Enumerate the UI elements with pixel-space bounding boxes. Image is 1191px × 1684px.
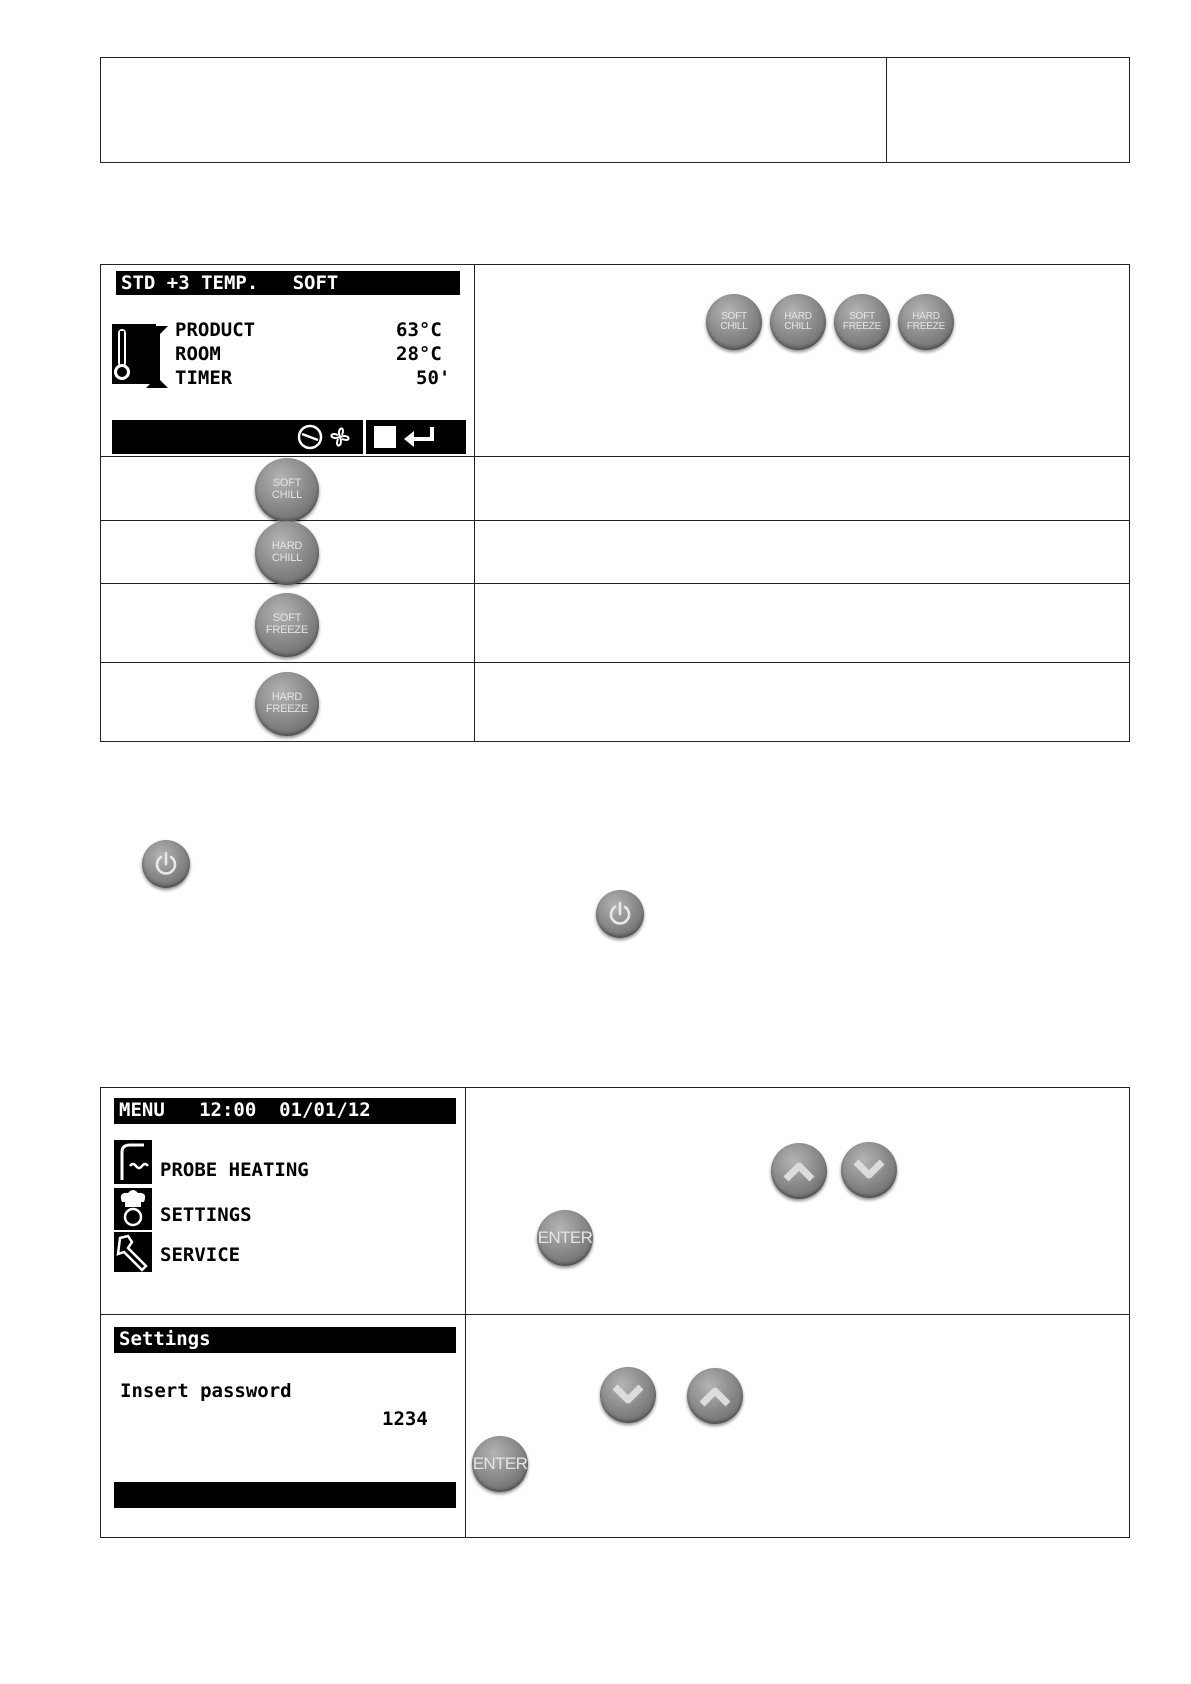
enter-arrow-icon [402, 425, 436, 449]
header-box [100, 57, 1130, 163]
power-button-inline[interactable] [596, 890, 644, 938]
modes-table-divider [474, 265, 475, 741]
menu-item-probe-heating[interactable]: PROBE HEATING [160, 1159, 309, 1181]
down-arrow-button-settings[interactable] [600, 1367, 656, 1423]
fan-icon [326, 423, 354, 451]
chef-icon [114, 1188, 152, 1230]
enter-button[interactable]: ENTER [537, 1210, 593, 1266]
hard-freeze-button-row[interactable]: HARD FREEZE [255, 672, 319, 736]
lcd-main-header: STD +3 TEMP. SOFT [116, 271, 460, 295]
down-arrow-button[interactable] [841, 1142, 897, 1198]
lcd-row-value-product: 63°C [396, 319, 442, 341]
header-divider [886, 58, 887, 162]
lcd-settings-screen [110, 1318, 460, 1532]
up-arrow-button-settings[interactable] [687, 1368, 743, 1424]
chevron-down-icon [851, 1156, 887, 1184]
menu-table-divider [465, 1088, 466, 1537]
lcd-main-screen [110, 268, 468, 456]
lcd-menu-screen [110, 1092, 460, 1307]
soft-chill-button[interactable]: SOFT CHILL [706, 294, 762, 350]
lcd-row-value-room: 28°C [396, 343, 442, 365]
menu-item-service[interactable]: SERVICE [160, 1244, 241, 1266]
chevron-up-icon [781, 1157, 817, 1185]
lcd-settings-header: Settings [114, 1327, 456, 1353]
hard-chill-button[interactable]: HARD CHILL [770, 294, 826, 350]
power-icon [606, 900, 634, 928]
lcd-status-bar [112, 420, 466, 454]
enter-button-settings[interactable]: ENTER [472, 1436, 528, 1492]
chevron-down-icon [610, 1381, 646, 1409]
lcd-menu-header: MENU 12:00 01/01/12 [114, 1098, 456, 1124]
lcd-row-label-timer: TIMER [175, 367, 233, 389]
lcd-row-value-timer: 50' [416, 367, 451, 389]
up-arrow-button[interactable] [771, 1143, 827, 1199]
lcd-row-label-room: ROOM [175, 343, 221, 365]
probe-heating-icon [114, 1140, 152, 1184]
chevron-up-icon [697, 1382, 733, 1410]
power-button[interactable] [142, 840, 190, 888]
soft-chill-button-row[interactable]: SOFT CHILL [255, 458, 319, 522]
compressor-icon [297, 424, 323, 450]
lcd-settings-footer [114, 1482, 456, 1508]
menu-item-settings[interactable]: SETTINGS [160, 1204, 252, 1226]
password-field[interactable]: 1234 [382, 1408, 428, 1430]
stop-icon [374, 426, 396, 448]
thermometer-icon [112, 324, 172, 390]
hard-freeze-button[interactable]: HARD FREEZE [898, 294, 954, 350]
wrench-icon [114, 1232, 152, 1272]
password-prompt: Insert password [120, 1380, 292, 1402]
soft-freeze-button[interactable]: SOFT FREEZE [834, 294, 890, 350]
power-icon [152, 850, 180, 878]
soft-freeze-button-row[interactable]: SOFT FREEZE [255, 593, 319, 657]
lcd-row-label-product: PRODUCT [175, 319, 256, 341]
hard-chill-button-row[interactable]: HARD CHILL [255, 521, 319, 585]
